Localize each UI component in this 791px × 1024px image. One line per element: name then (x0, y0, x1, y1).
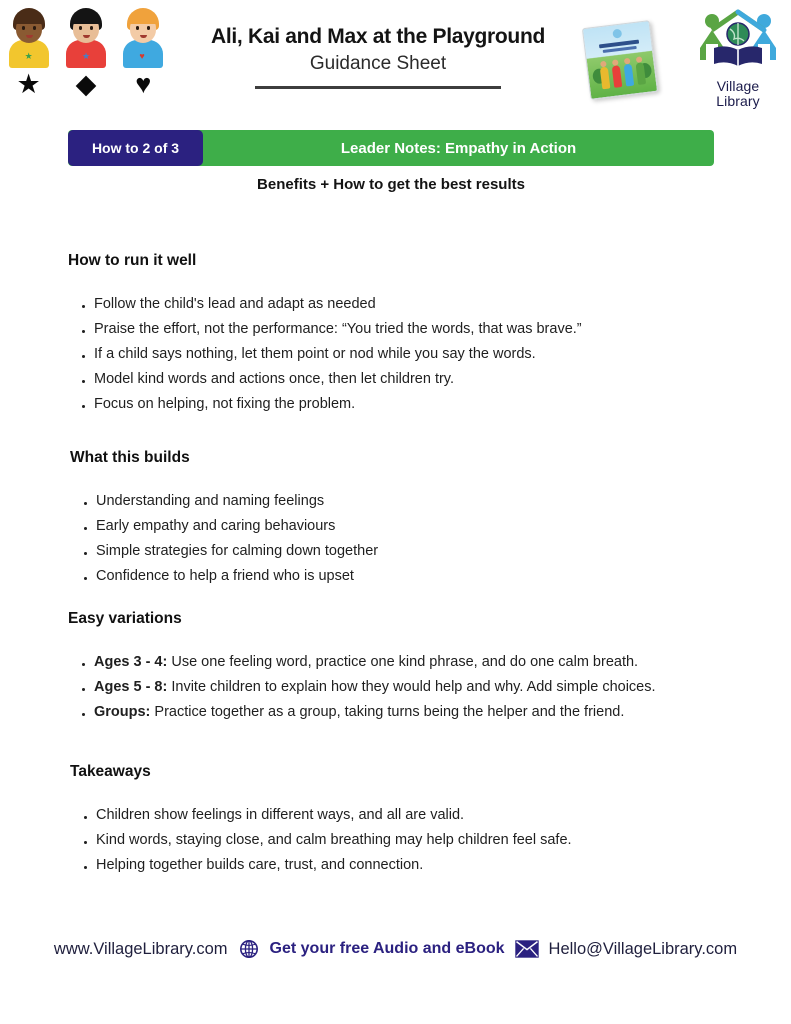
list-item-text: Helping together builds care, trust, and connection. (96, 857, 424, 873)
bullet-list (68, 292, 582, 417)
list-item-text: Use one feeling word, practice one kind phrase, and do one calm breath. (167, 654, 639, 670)
character-symbol-heart: ♥ (135, 69, 152, 99)
list-item (70, 828, 572, 853)
character-kai (60, 6, 112, 98)
title-block (178, 24, 578, 89)
bullet-list (70, 803, 572, 878)
section-banner (68, 130, 714, 166)
list-item-text: Praise the effort, not the performance: “You tried the words, that was brave.” (94, 321, 582, 337)
list-item (70, 489, 378, 514)
step-badge-label: How to 2 of 3 (91, 140, 180, 156)
list-item-text: Model kind words and actions once, then let children try. (94, 371, 455, 387)
list-item (70, 539, 378, 564)
footer-cta-text[interactable]: Get your free Audio and eBook (269, 940, 505, 957)
list-item-text: Children show feelings in different ways, and all are valid. (96, 807, 465, 823)
page-subtitle: Guidance Sheet (309, 53, 447, 74)
avatar: ★ (5, 6, 53, 68)
list-item-text: Focus on helping, not fixing the problem. (94, 396, 356, 412)
section-heading: Easy variations (68, 610, 182, 627)
section-easy-variations (68, 610, 656, 725)
character-symbol-star: ★ (16, 69, 41, 99)
section-heading: What this builds (70, 449, 190, 466)
bullet-list (68, 650, 656, 725)
list-item (68, 675, 656, 700)
character-symbol-diamond: ◆ (75, 69, 97, 99)
logo-text-line1: Village (716, 78, 760, 94)
page-header (0, 0, 791, 120)
avatar: ★ (62, 6, 110, 68)
character-ali (3, 6, 55, 98)
list-item (68, 700, 656, 725)
list-item-text: Follow the child's lead and adapt as needed (94, 296, 376, 312)
list-item-text: Confidence to help a friend who is upset (96, 568, 354, 584)
footer-email-link[interactable]: Hello@VillageLibrary.com (548, 939, 738, 958)
list-item-lead: Groups: (94, 704, 151, 720)
list-item-text: If a child says nothing, let them point or nod while you say the words. (94, 346, 536, 362)
banner-subtitle: Benefits + How to get the best results (257, 176, 525, 193)
list-item (68, 317, 582, 342)
list-item (70, 853, 572, 878)
list-item (68, 392, 582, 417)
list-item-lead: Ages 5 - 8: (94, 679, 168, 695)
section-heading: How to run it well (68, 252, 197, 269)
list-item-text: Practice together as a group, taking turns being the helper and the friend. (150, 704, 625, 720)
list-item (70, 803, 572, 828)
step-badge (68, 130, 203, 166)
avatar: ♥ (119, 6, 167, 68)
list-item-text: Invite children to explain how they would help and why. Add simple choices. (167, 679, 656, 695)
list-item (68, 292, 582, 317)
book-cover-thumbnail (582, 20, 658, 100)
village-library-logo (690, 8, 786, 109)
list-item (70, 564, 378, 589)
page-footer (0, 938, 791, 960)
list-item (70, 514, 378, 539)
list-item-lead: Ages 3 - 4: (94, 654, 168, 670)
globe-icon (238, 938, 260, 960)
section-what-this-builds (70, 449, 378, 589)
logo-text-line2: Library (716, 93, 760, 109)
list-item (68, 367, 582, 392)
bullet-list (70, 489, 378, 589)
footer-website-link[interactable]: www.VillageLibrary.com (53, 939, 228, 958)
section-takeaways (70, 763, 572, 878)
list-item-text: Simple strategies for calming down together (96, 543, 379, 559)
character-avatars (0, 6, 172, 98)
list-item-text: Understanding and naming feelings (96, 493, 325, 509)
character-max (117, 6, 169, 98)
title-divider (255, 86, 501, 89)
section-how-to-run-it-well (68, 252, 582, 417)
list-item (68, 650, 656, 675)
list-item-text: Early empathy and caring behaviours (96, 518, 336, 534)
envelope-icon (515, 940, 539, 958)
list-item-text: Kind words, staying close, and calm breathing may help children feel safe. (96, 832, 572, 848)
section-heading: Takeaways (70, 763, 151, 780)
list-item (68, 342, 582, 367)
banner-title: Leader Notes: Empathy in Action (340, 139, 577, 157)
logo-mark-icon (690, 8, 786, 74)
page-title: Ali, Kai and Max at the Playground (210, 25, 546, 48)
